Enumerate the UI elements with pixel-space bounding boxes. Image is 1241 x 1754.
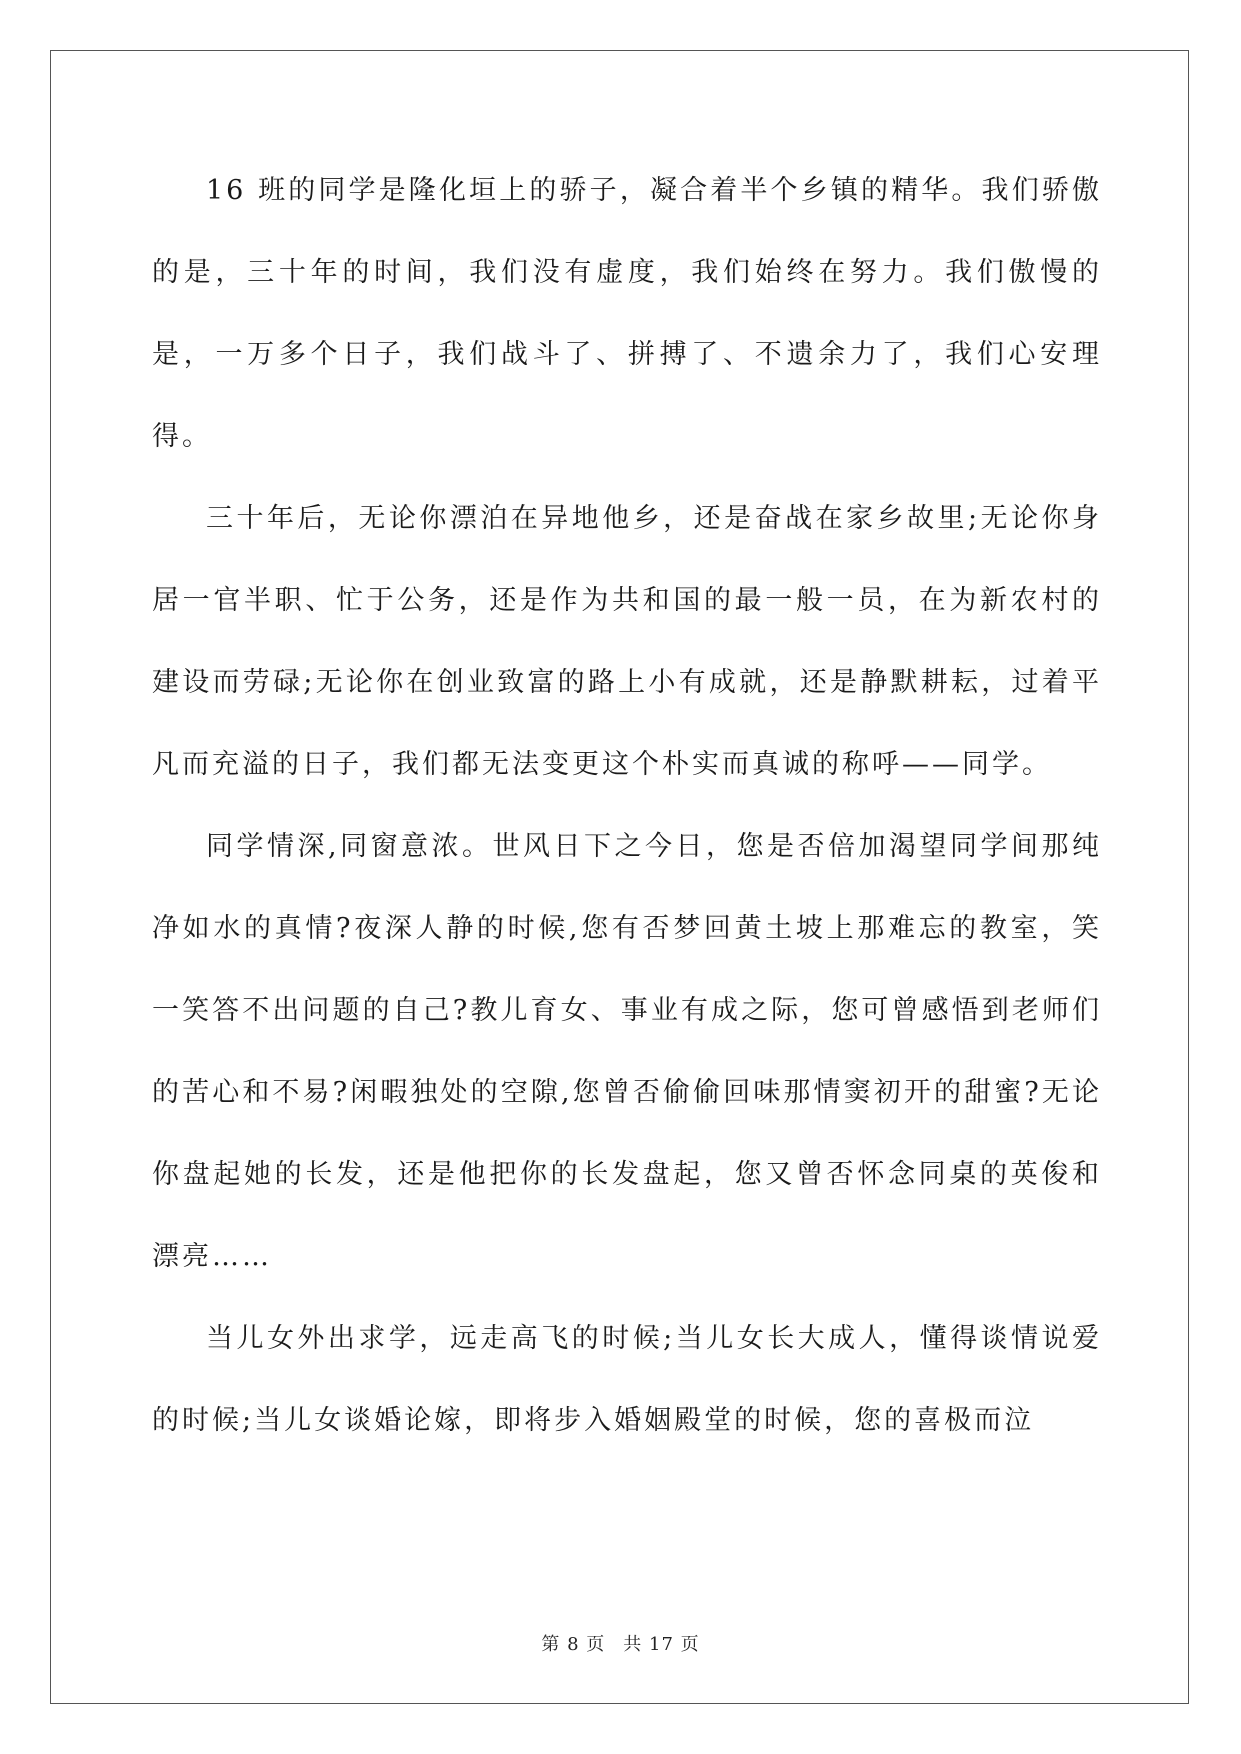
paragraph-4: 当儿女外出求学，远走高飞的时候;当儿女长大成人，懂得谈情说爱的时候;当儿女谈婚论嫁，即将步入婚姻殿堂的时候，您的喜极而泣 — [152, 1323, 1102, 1436]
paragraph-3: 同学情深,同窗意浓。世风日下之今日，您是否倍加渴望同学间那纯净如水的真情?夜深人静的时候,您有否梦回黄土坡上那难忘的教室，笑一笑答不出问题的自己?教儿育女、事业有成之际，您可曾感悟到老师们的苦心和不易?闲暇独处的空隙,您曾否偷偷回味那情窦初开的甜蜜?无论你盘起她的长发，还是他把你的长发盘起，您又曾否怀念同桌的英俊和漂亮…… — [152, 831, 1102, 1272]
page-total: 共 17 页 — [623, 1634, 700, 1655]
page-number: 第 8 页 — [541, 1634, 606, 1655]
paragraph-1: 16 班的同学是隆化垣上的骄子，凝合着半个乡镇的精华。我们骄傲的是，三十年的时间，我们没有虚度，我们始终在努力。我们傲慢的是，一万多个日子，我们战斗了、拼搏了、不遗余力了，我们心安理得。 — [152, 175, 1102, 452]
paragraph-2: 三十年后，无论你漂泊在异地他乡，还是奋战在家乡故里;无论你身居一官半职、忙于公务，还是作为共和国的最一般一员，在为新农村的建设而劳碌;无论你在创业致富的路上小有成就，还是静默耕耘，过着平凡而充溢的日子，我们都无法变更这个朴实而真诚的称呼——同学。 — [152, 503, 1102, 780]
document-body — [152, 150, 1102, 1462]
page-footer — [0, 1630, 1241, 1656]
